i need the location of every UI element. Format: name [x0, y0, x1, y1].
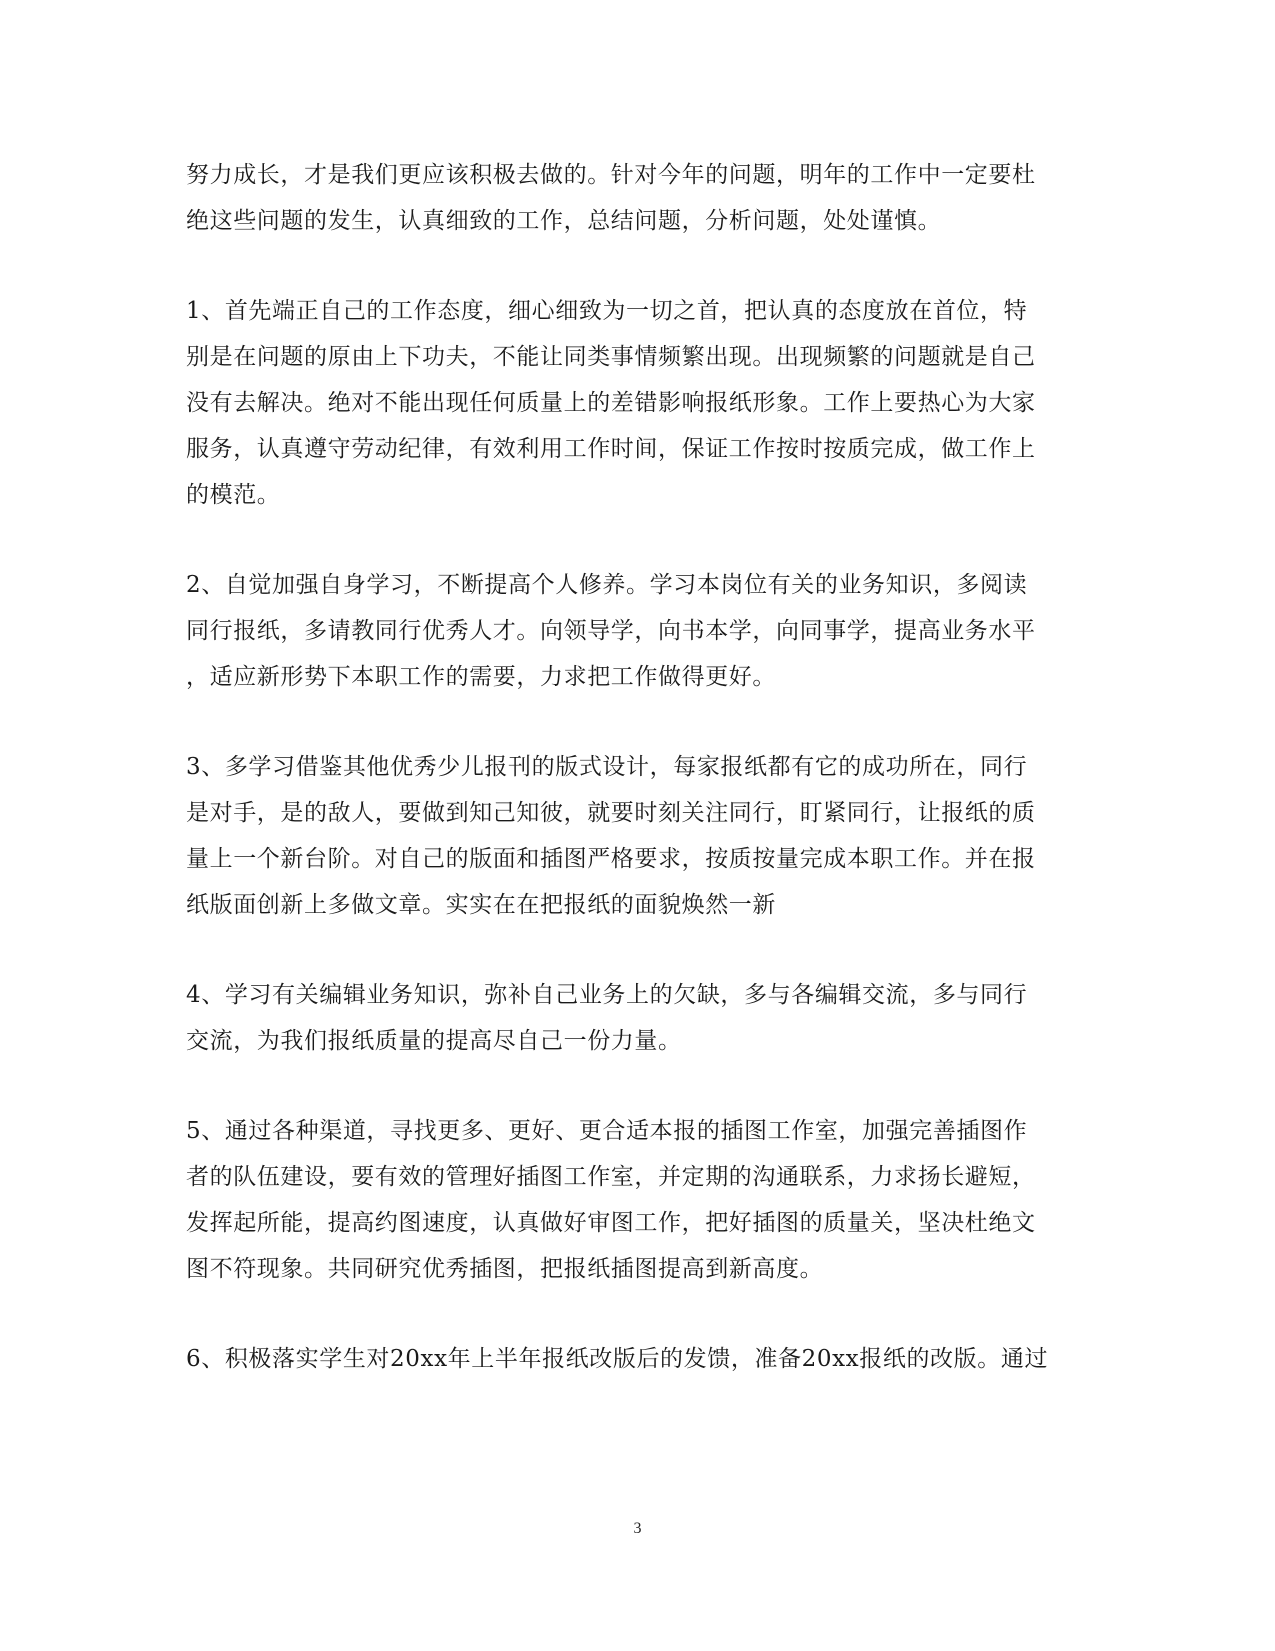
paragraph-item-6	[186, 1336, 1086, 1382]
page-number: 3	[633, 1520, 642, 1537]
text-line: 图不符现象。共同研究优秀插图，把报纸插图提高到新高度。	[186, 1256, 824, 1282]
paragraph-item-4	[186, 972, 1086, 1064]
text-line: 2、自觉加强自身学习，不断提高个人修养。学习本岗位有关的业务知识，多阅读	[186, 572, 1028, 598]
paragraph-intro	[186, 152, 1086, 244]
text-line: 者的队伍建设，要有效的管理好插图工作室，并定期的沟通联系，力求扬长避短，	[186, 1164, 1036, 1190]
text-line: 同行报纸，多请教同行优秀人才。向领导学，向书本学，向同事学，提高业务水平	[186, 618, 1036, 644]
text-line: 别是在问题的原由上下功夫，不能让同类事情频繁出现。出现频繁的问题就是自己	[186, 344, 1036, 370]
paragraph-item-3	[186, 744, 1086, 928]
text-line: 6、积极落实学生对20xx年上半年报纸改版后的发馈，准备20xx报纸的改版。通过	[186, 1346, 1049, 1372]
paragraph-item-1	[186, 288, 1086, 518]
text-line: 努力成长，才是我们更应该积极去做的。针对今年的问题，明年的工作中一定要杜	[186, 162, 1036, 188]
text-line: 发挥起所能，提高约图速度，认真做好审图工作，把好插图的质量关，坚决杜绝文	[186, 1210, 1036, 1236]
text-line: 绝这些问题的发生，认真细致的工作，总结问题，分析问题，处处谨慎。	[186, 208, 942, 234]
text-line: 量上一个新台阶。对自己的版面和插图严格要求，按质按量完成本职工作。并在报	[186, 846, 1036, 872]
body-text	[186, 152, 1086, 1426]
paragraph-item-5	[186, 1108, 1086, 1292]
text-line: 的模范。	[186, 482, 281, 508]
text-line: 没有去解决。绝对不能出现任何质量上的差错影响报纸形象。工作上要热心为大家	[186, 390, 1036, 416]
text-line: 4、学习有关编辑业务知识，弥补自己业务上的欠缺，多与各编辑交流，多与同行	[186, 982, 1028, 1008]
paragraph-item-2	[186, 562, 1086, 700]
text-line: 服务，认真遵守劳动纪律，有效利用工作时间，保证工作按时按质完成，做工作上	[186, 436, 1036, 462]
text-line: 3、多学习借鉴其他优秀少儿报刊的版式设计，每家报纸都有它的成功所在，同行	[186, 754, 1028, 780]
text-line: 是对手，是的敌人，要做到知己知彼，就要时刻关注同行，盯紧同行，让报纸的质	[186, 800, 1036, 826]
text-line: 5、通过各种渠道，寻找更多、更好、更合适本报的插图工作室，加强完善插图作	[186, 1118, 1028, 1144]
text-line: 交流，为我们报纸质量的提高尽自己一份力量。	[186, 1028, 682, 1054]
text-line: 1、首先端正自己的工作态度，细心细致为一切之首，把认真的态度放在首位，特	[186, 298, 1028, 324]
text-line: 纸版面创新上多做文章。实实在在把报纸的面貌焕然一新	[186, 892, 776, 918]
text-line: ，适应新形势下本职工作的需要，力求把工作做得更好。	[186, 664, 776, 690]
